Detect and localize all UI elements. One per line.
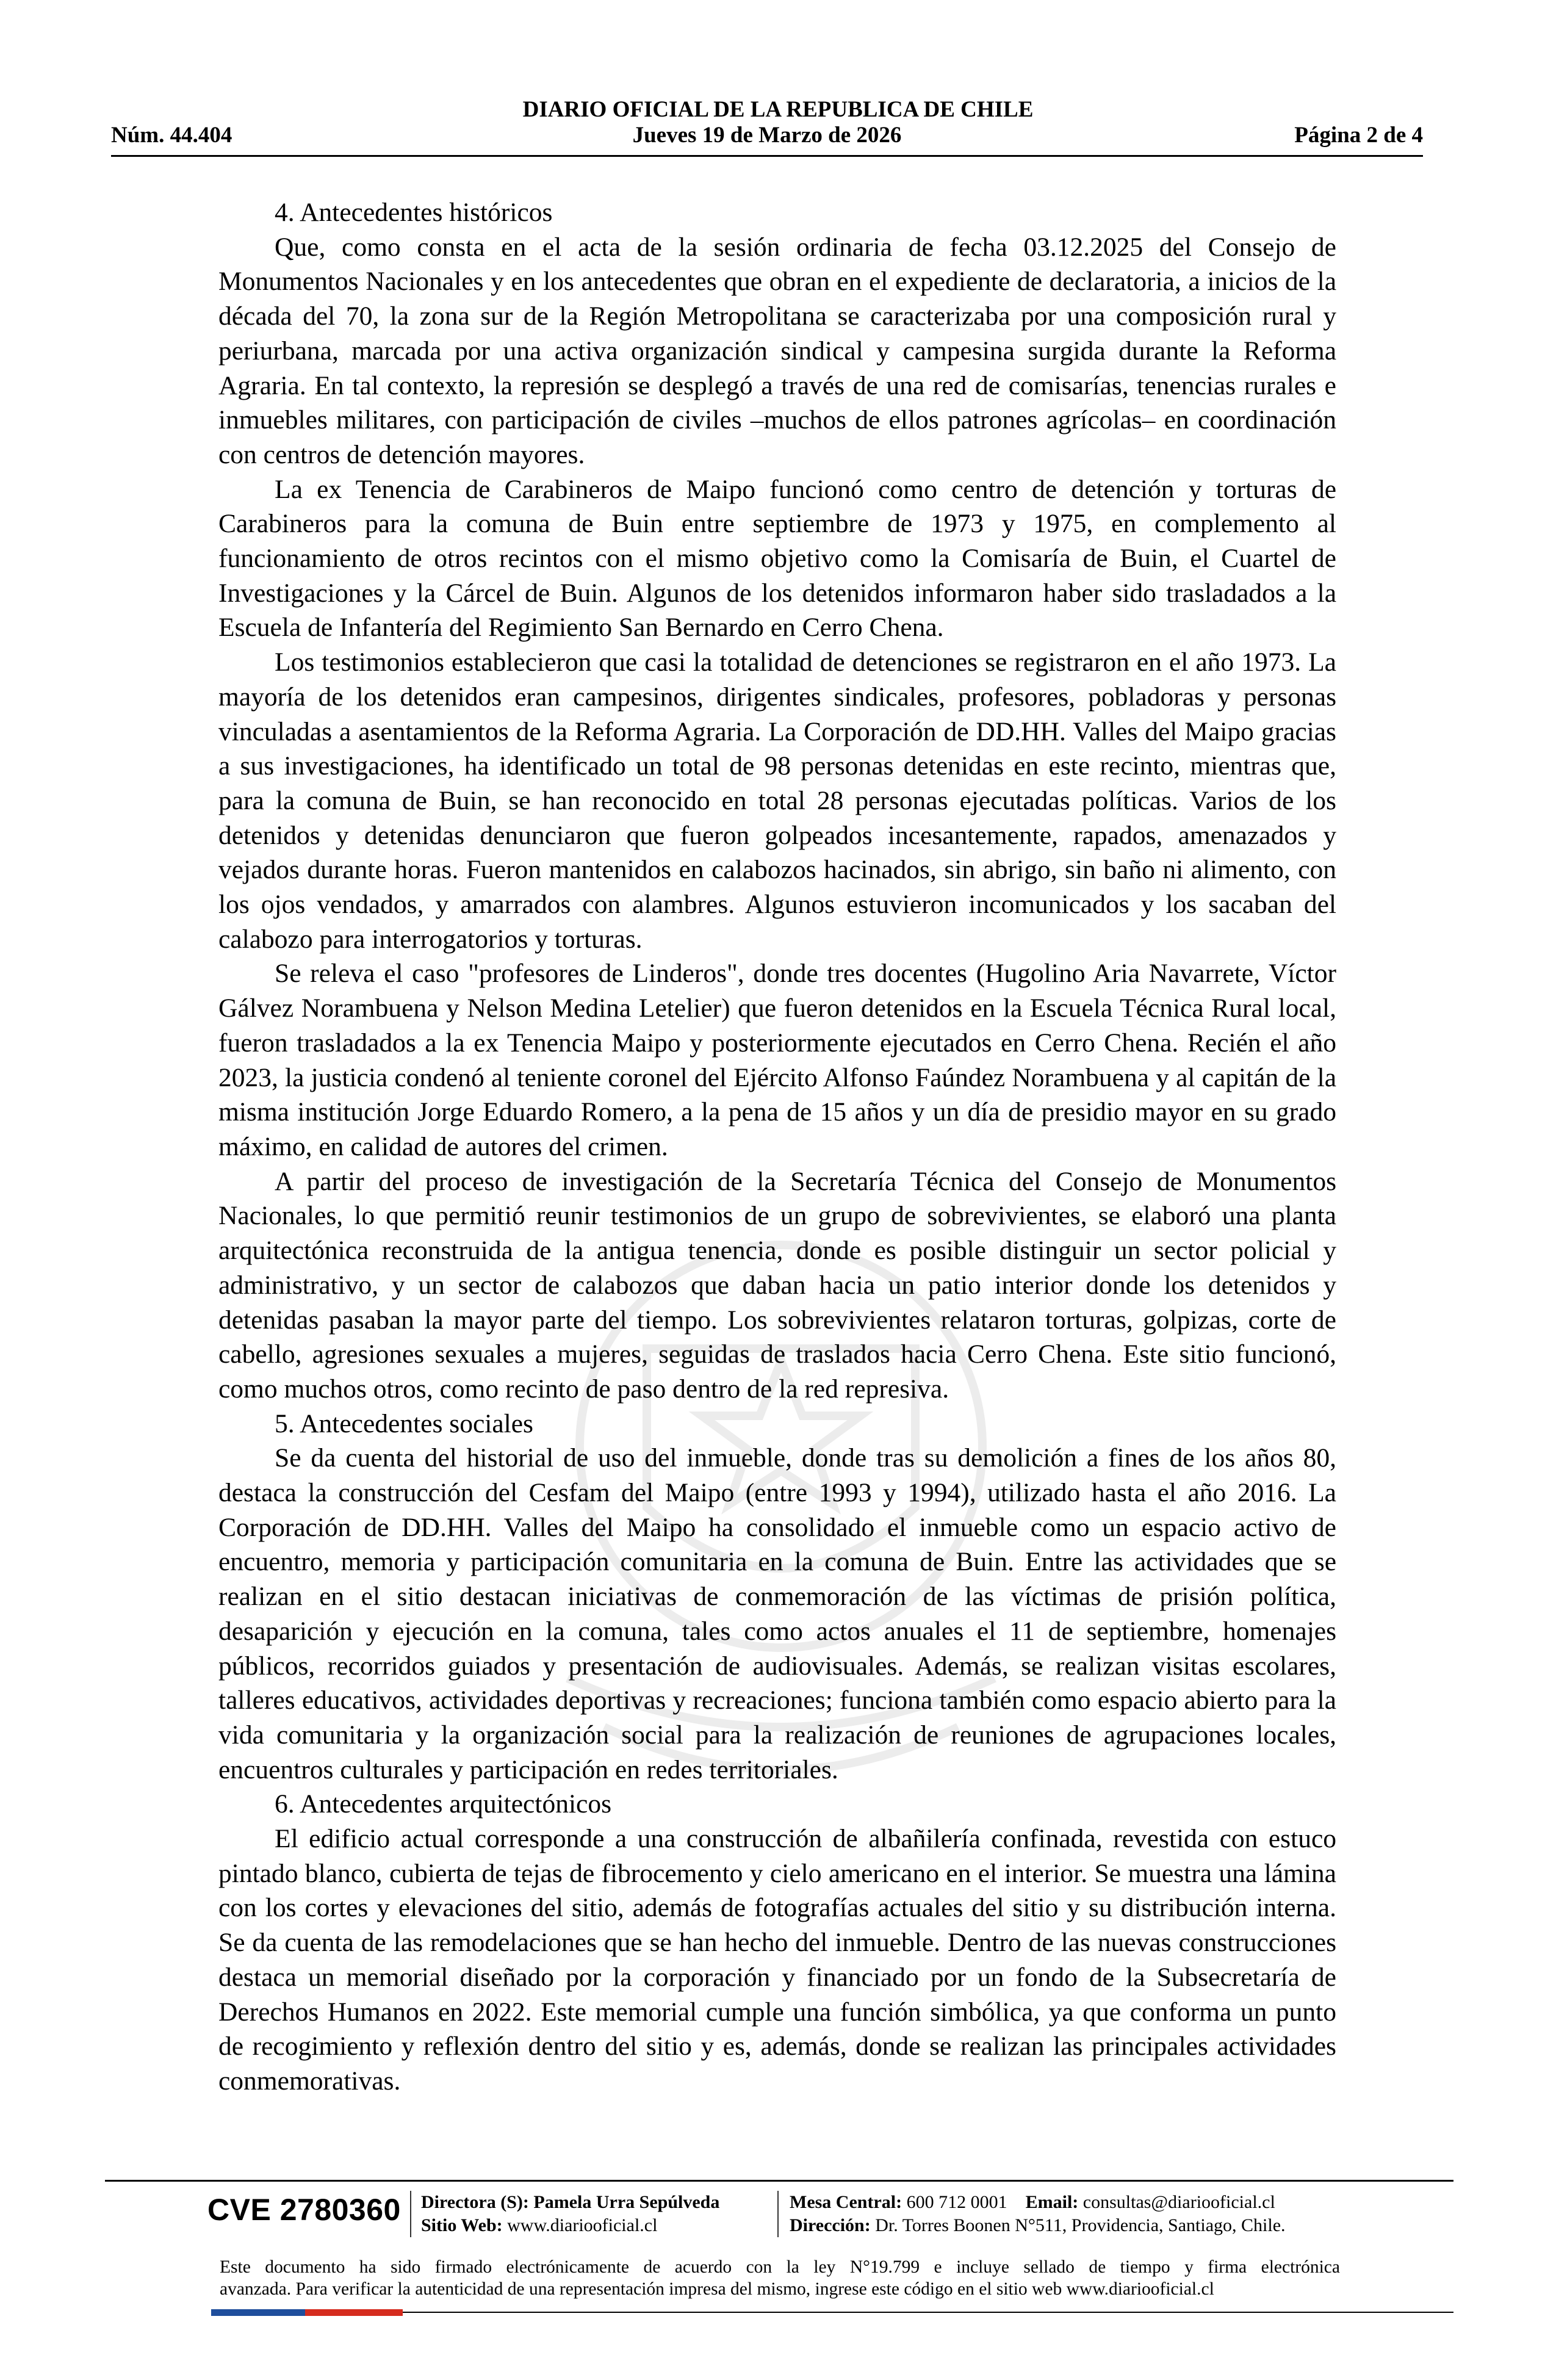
header-divider [111,155,1423,157]
address-text: Dr. Torres Boonen N°511, Providencia, Santiago, Chile. [875,2215,1286,2235]
flag-stripe-red [305,2309,403,2316]
footer-separator [410,2191,411,2237]
paragraph: A partir del proceso de investigación de la Secretaría Técnica del Consejo de Monumentos Nacionales, lo que permitió reunir testimonios de un grupo de sobrevivientes, se elaboró una planta arquitectónica reconstruida de la antigua tenencia, donde es posible distinguir un sector policial y administrativo, y un sector de calabozos que daban hacia un patio interior donde los detenidos y detenidas pasaban la mayor parte del tiempo. Los sobrevivientes relataron torturas, golpizas, corte de cabello, agresiones sexuales a mujeres, seguidas de traslados hacia Cerro Chena. Este sitio funcionó, como muchos otros, como recinto de paso dentro de la red represiva. [218,1166,1336,1404]
legal-line: avanzada. Para verificar la autenticidad de una representación impresa del mismo, ingrese este código en el sitio web www.diariooficial.cl [220,2279,1214,2299]
phone-number: 600 712 0001 [906,2192,1007,2212]
paragraph: Se releva el caso "profesores de Linderos", donde tres docentes (Hugolino Aria Navarrete, Víctor Gálvez Norambuena y Nelson Medina Letelier) que fueron detenidos en la Escuela Técnica Rural local, fueron trasladados a la ex Tenencia Maipo y posteriormente ejecutados en Cerro Chena. Recién el año 2023, la justicia condenó al teniente coronel del Ejército Alfonso Faúndez Norambuena y al capitán de la misma institución Jorge Eduardo Romero, a la pena de 15 años y un día de presidio mayor en su grado máximo, en calidad de autores del crimen. [218,959,1336,1161]
header-row [111,122,1423,149]
paragraph: Que, como consta en el acta de la sesión ordinaria de fecha 03.12.2025 del Consejo de Monumentos Nacionales y en los antecedentes que obran en el expediente de declaratoria, a inicios de la década del 70, la zona sur de la Región Metropolitana se caracterizaba por una composición rural y periurbana, marcada por una activa organización sindical y campesina surgida durante la Reforma Agraria. En tal contexto, la represión se desplegó a través de una red de comisarías, tenencias rurales e inmuebles militares, con participación de civiles –muchos de ellos patrones agrícolas– en coordinación con centros de detención mayores. [218,232,1336,469]
footer-divider [105,2180,1453,2182]
website-label: Sitio Web: [421,2215,503,2235]
legal-line: Este documento ha sido firmado electrónicamente de acuerdo con la ley N°19.799 e incluye sellado de tiempo y firma electrónica [220,2257,1340,2277]
paragraph: La ex Tenencia de Carabineros de Maipo funcionó como centro de detención y torturas de Carabineros para la comuna de Buin entre septiembre de 1973 y 1975, en complemento al funcionamiento de otros recintos con el mismo objetivo como la Comisaría de Buin, el Cuartel de Investigaciones y la Cárcel de Buin. Algunos de los detenidos informaron haber sido trasladados a la Escuela de Infantería del Regimiento San Bernardo en Cerro Chena. [218,474,1336,643]
footer-director-block [421,2191,719,2237]
paragraph: El edificio actual corresponde a una construcción de albañilería confinada, revestida con estuco pintado blanco, cubierta de tejas de fibrocemento y cielo americano en el interior. Se muestra una lámina con los cortes y elevaciones del sitio, además de fotografías actuales del sitio y su distribución interna. Se da cuenta de las remodelaciones que se han hecho del inmueble. Dentro de las nuevas construcciones destaca un memorial diseñado por la corporación y financiado por un fondo de la Subsecretaría de Derechos Humanos en 2022. Este memorial cumple una función simbólica, ya que conforma un punto de recogimiento y reflexión dentro del sitio y es, además, donde se realizan las principales actividades conmemorativas. [218,1824,1336,2096]
section-heading: 5. Antecedentes sociales [275,1408,533,1438]
issue-date: Jueves 19 de Marzo de 2026 [632,123,902,148]
director-name: Pamela Urra Sepúlveda [533,2192,720,2212]
section-heading: 4. Antecedentes históricos [275,198,553,227]
director-label: Directora (S): [421,2192,529,2212]
address-label: Dirección: [790,2215,871,2235]
footer-separator [777,2191,779,2237]
paragraph: Se da cuenta del historial de uso del inmueble, donde tras su demolición a fines de los años 80, destaca la construcción del Cesfam del Maipo (entre 1993 y 1994), utilizado hasta el año 2016. La Corporación de DD.HH. Valles del Maipo ha consolidado el inmueble como un espacio activo de encuentro, memoria y participación comunitaria en la comuna de Buin. Entre las actividades que se realizan en el sitio destacan iniciativas de conmemoración de las víctimas de prisión política, desaparición y ejecución en la comuna, tales como actos anuales el 11 de septiembre, homenajes públicos, recorridos guiados y presentación de audiovisuales. Además, se realizan visitas escolares, talleres educativos, actividades deportivas y recreaciones; funciona también como espacio abierto para la vida comunitaria y la organización social para la realización de reuniones de agrupaciones locales, encuentros culturales y participación en redes territoriales. [218,1443,1336,1784]
cve-code: CVE 2780360 [207,2193,401,2227]
newspaper-title: DIARIO OFICIAL DE LA REPUBLICA DE CHILE [522,97,1034,122]
legal-notice [220,2256,1340,2300]
flag-stripe-blue [211,2309,305,2316]
paragraph: Los testimonios establecieron que casi la totalidad de detenciones se registraron en el año 1973. La mayoría de los detenidos eran campesinos, dirigentes sindicales, profesores, pobladoras y personas vinculadas a asentamientos de la Reforma Agraria. La Corporación de DD.HH. Valles del Maipo gracias a sus investigaciones, ha identificado un total de 98 personas detenidas en este recinto, mientras que, para la comuna de Buin, se han reconocido en total 28 personas ejecutadas políticas. Varios de los detenidos y detenidas denunciaron que fueron golpeados incesantemente, rapados, amenazados y vejados durante horas. Fueron mantenidos en calabozos hacinados, sin abrigo, sin baño ni alimento, con los ojos vendados, y amarrados con alambres. Algunos estuvieron incomunicados y los sacaban del calabozo para interrogatorios y torturas. [218,647,1336,954]
page-number: Página 2 de 4 [1294,123,1423,148]
footer-contact-block [790,2191,1286,2237]
email-link[interactable]: consultas@diariooficial.cl [1082,2192,1275,2212]
website-link[interactable]: www.diariooficial.cl [507,2215,658,2235]
issue-number: Núm. 44.404 [111,123,232,148]
email-label: Email: [1025,2192,1079,2212]
section-heading: 6. Antecedentes arquitectónicos [275,1789,612,1819]
phone-label: Mesa Central: [790,2192,902,2212]
document-body [218,195,1336,2099]
